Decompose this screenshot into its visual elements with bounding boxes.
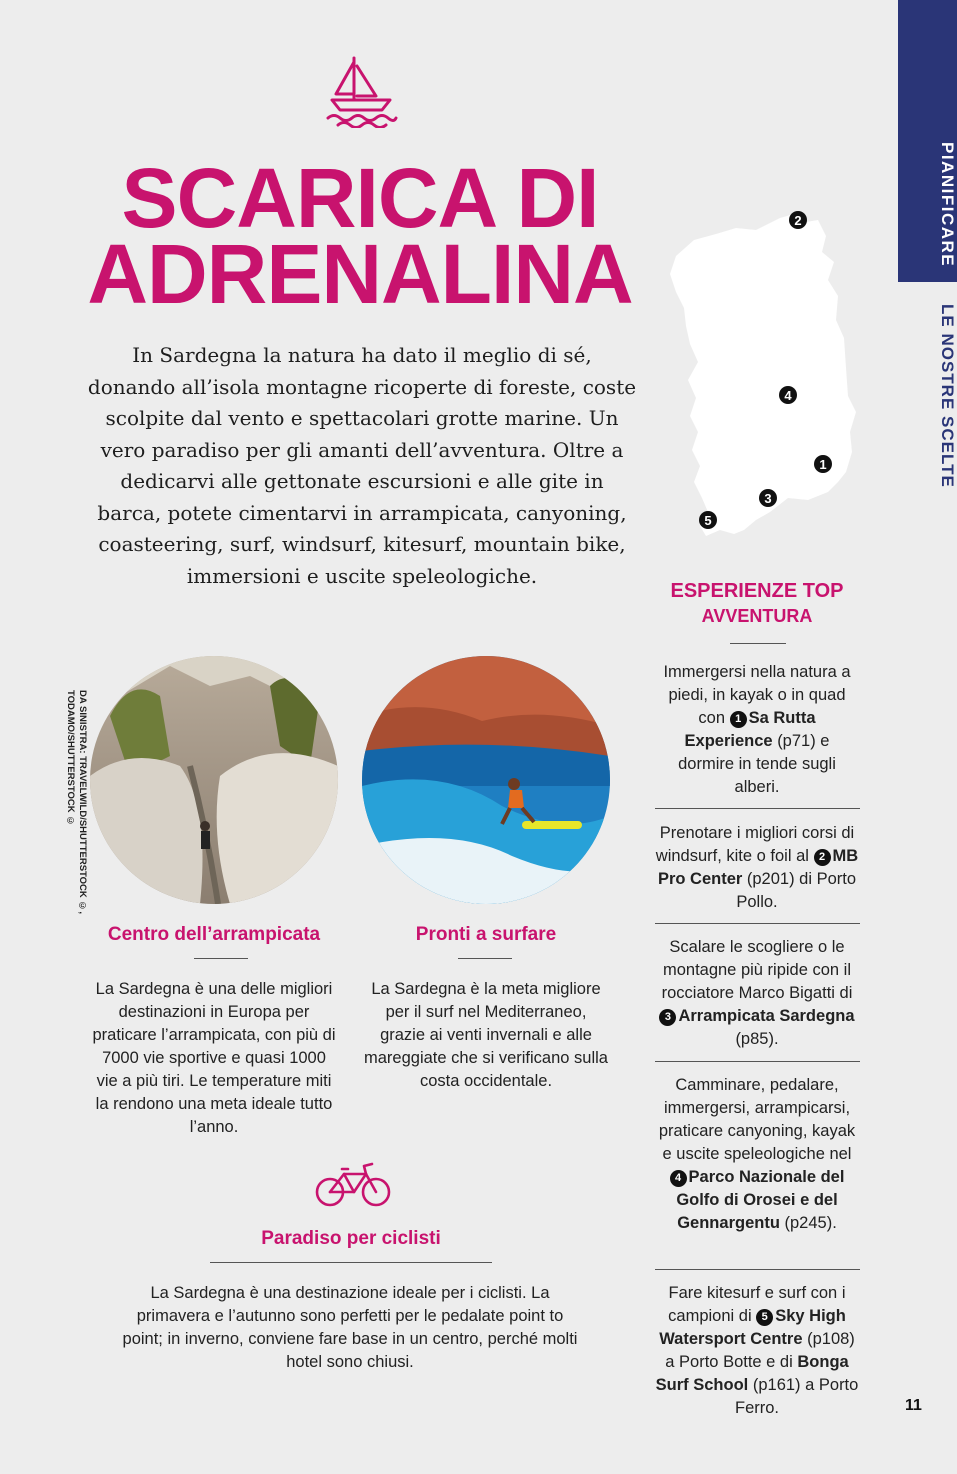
climbing-photo bbox=[90, 656, 338, 904]
map-marker-label: 2 bbox=[794, 213, 802, 228]
section-title-surf: Pronti a surfare bbox=[415, 924, 557, 945]
title-line-2: ADRENALINA bbox=[87, 227, 633, 321]
sardinia-map bbox=[660, 200, 860, 560]
number-badge: 5 bbox=[756, 1309, 773, 1326]
sardinia-island-shape bbox=[670, 214, 856, 536]
section-text-surf: La Sardegna è la meta migliore per il surf nel Mediterraneo, grazie ai venti invernali e alle mareggiate che si verificano sulla costa occidentale. bbox=[364, 980, 608, 1090]
number-badge: 4 bbox=[670, 1170, 687, 1187]
place-name: Sa Rutta Experience bbox=[684, 709, 816, 750]
divider bbox=[210, 1262, 492, 1263]
section-label: LE NOSTRE SCELTE bbox=[938, 304, 957, 488]
experience-item-1: Immergersi nella natura a piedi, in kayak o in quad con 1 Sa Rutta Experience (p71) e dormire in tende sugli alberi. bbox=[663, 663, 851, 796]
divider bbox=[458, 958, 512, 959]
divider bbox=[655, 1269, 860, 1270]
place-name: Sky High Watersport Centre bbox=[659, 1307, 846, 1348]
experience-item-2: Prenotare i migliori corsi di windsurf, kite o foil al 2 MB Pro Center (p201) di Porto Pollo. bbox=[655, 824, 859, 911]
surfing-photo bbox=[362, 656, 610, 904]
title-line-1: SCARICA DI bbox=[121, 151, 599, 245]
divider bbox=[655, 923, 860, 924]
divider bbox=[730, 643, 786, 644]
section-text-climbing: La Sardegna è una delle migliori destinazioni in Europa per praticare l’arrampicata, con più di 7000 vie sportive e quasi 1000 vie a più tiri. Le temperature miti la rendono una meta ideale tutto l’anno. bbox=[92, 980, 336, 1136]
divider bbox=[194, 958, 248, 959]
side-tab-label: PIANIFICARE bbox=[938, 142, 957, 268]
map-marker-label: 3 bbox=[764, 491, 772, 506]
bicycle-icon bbox=[314, 1160, 392, 1210]
section-text-cycling: La Sardegna è una destinazione ideale per i ciclisti. La primavera e l’autunno sono perfetti per le pedalate point to point; in inverno, conviene fare base in un centro, perché molti hotel sono chiusi. bbox=[122, 1284, 578, 1371]
sailboat-icon bbox=[324, 52, 400, 128]
intro-paragraph: In Sardegna la natura ha dato il meglio di sé, donando all’isola montagne ricoperte di foreste, coste scolpite dal vento e spettacolari grotte marine. Un vero paradiso per gli amanti dell’avventura. Oltre a dedicarvi alle gettonate escursioni e alle gite in barca, potete cimentarvi in arrampicata, canyoning, coasteering, surf, windsurf, kitesurf, mountain bike, immersioni e uscite speleologiche. bbox=[87, 343, 637, 588]
place-name: Parco Nazionale del Golfo di Orosei e del Gennargentu bbox=[676, 1168, 845, 1232]
sidebar-subtitle: AVVENTURA bbox=[701, 606, 813, 626]
number-badge: 1 bbox=[730, 711, 747, 728]
experience-item-3: Scalare le scogliere o le montagne più ripide con il rocciatore Marco Bigatti di 3 Arrampicata Sardegna (p85). bbox=[655, 936, 859, 1051]
page-number: 11 bbox=[905, 1397, 922, 1414]
experience-item-5: Fare kitesurf e surf con i campioni di 5 Sky High Watersport Centre (p108) a Porto Botte e di Bonga Surf School (p161) a Porto Ferro. bbox=[655, 1284, 859, 1417]
photo-credit: DA SINISTRA: TRAVELWILD/SHUTTERSTOCK ©, TODAMO/SHUTTERSTOCK © bbox=[65, 690, 88, 915]
map-marker-label: 5 bbox=[704, 513, 712, 528]
place-name: Arrampicata Sardegna bbox=[678, 1007, 855, 1025]
number-badge: 2 bbox=[814, 849, 831, 866]
number-badge: 3 bbox=[659, 1009, 676, 1026]
place-name: MB Pro Center bbox=[657, 847, 859, 888]
experience-item-4: Camminare, pedalare, immergersi, arrampicarsi, praticare canyoning, kayak e uscite speleologiche nel 4 Parco Nazionale del Golfo di Orosei e del Gennargentu (p245). bbox=[658, 1076, 856, 1232]
section-title-climbing: Centro dell’arrampicata bbox=[107, 924, 321, 945]
place-name: Bonga Surf School bbox=[655, 1353, 849, 1394]
section-title-cycling: Paradiso per ciclisti bbox=[261, 1228, 441, 1249]
sidebar-title: ESPERIENZE TOP bbox=[670, 580, 844, 602]
map-marker-label: 4 bbox=[784, 388, 792, 403]
page-title bbox=[80, 151, 640, 321]
map-marker-label: 1 bbox=[819, 457, 827, 472]
divider bbox=[655, 1061, 860, 1062]
divider bbox=[655, 808, 860, 809]
